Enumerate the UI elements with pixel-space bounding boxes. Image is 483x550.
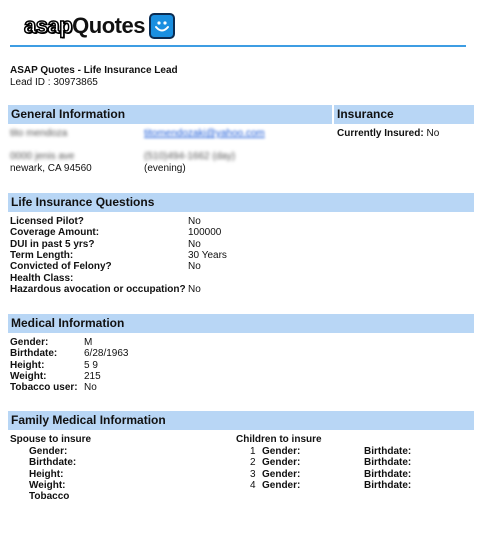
child-birthdate-label: Birthdate: — [364, 468, 412, 480]
lead-id-value: 30973865 — [53, 77, 98, 88]
medical-label: Height: — [10, 359, 45, 371]
child-birthdate-label: Birthdate: — [364, 446, 412, 457]
life-question-label: Coverage Amount: — [10, 227, 100, 239]
child-birthdate-label: Birthdate: — [364, 479, 412, 491]
spouse-field-label: Birthdate: — [29, 457, 77, 469]
applicant-phone-day: (510)494-1662 (day) — [144, 151, 236, 162]
currently-insured-value: No — [426, 128, 440, 139]
life-question-value: 100000 — [188, 227, 222, 239]
life-question-value: No — [188, 238, 201, 250]
medical-value: No — [84, 382, 97, 394]
lead-id — [10, 77, 98, 88]
life-question-label: Licensed Pilot? — [10, 216, 84, 227]
life-question-value: No — [188, 283, 201, 295]
general-information-header: General Information — [8, 105, 332, 124]
logo-text-asap: asap — [24, 13, 73, 38]
medical-information-header: Medical Information — [8, 314, 474, 333]
family-medical-information-header: Family Medical Information — [8, 411, 474, 430]
life-question-label: Term Length: — [10, 249, 74, 261]
applicant-city: newark, CA 94560 — [10, 163, 92, 174]
applicant-email-link[interactable]: titomendozaki@yahoo.com — [144, 128, 265, 139]
asapquotes-logo — [24, 13, 175, 39]
child-gender-label: Gender: — [262, 457, 301, 469]
life-question-label: DUI in past 5 yrs? — [10, 238, 95, 250]
spouse-field-label: Height: — [29, 468, 64, 480]
medical-label: Tobacco user: — [10, 382, 78, 394]
spouse-field-label: Weight: — [29, 479, 66, 491]
life-question-label: Hazardous avocation or occupation? — [10, 283, 186, 295]
applicant-address: 0000 jenis ave — [10, 151, 75, 162]
life-question-value: No — [188, 261, 201, 273]
life-question-label: Convicted of Felony? — [10, 261, 112, 273]
medical-value: 6/28/1963 — [84, 348, 129, 360]
child-number: 2 — [250, 457, 256, 469]
currently-insured-label: Currently Insured: — [337, 128, 424, 139]
lead-id-label: Lead ID : — [10, 77, 51, 88]
insurance-header: Insurance — [334, 105, 474, 124]
child-gender-label: Gender: — [262, 479, 301, 491]
child-birthdate-label: Birthdate: — [364, 457, 412, 469]
life-question-value: No — [188, 216, 201, 227]
children-heading: Children to insure — [236, 434, 322, 445]
medical-value: 215 — [84, 370, 101, 382]
applicant-name: tito mendoza — [10, 128, 68, 139]
life-question-value: 30 Years — [188, 249, 227, 261]
medical-label: Weight: — [10, 370, 47, 382]
medical-value: 5 9 — [84, 359, 98, 371]
child-gender-label: Gender: — [262, 468, 301, 480]
spouse-field-label: Tobacco — [29, 491, 70, 503]
life-question-label: Health Class: — [10, 272, 74, 284]
currently-insured — [337, 128, 439, 140]
medical-label: Gender: — [10, 337, 49, 348]
medical-value: M — [84, 337, 93, 348]
child-number: 4 — [250, 479, 256, 491]
applicant-phone-evening: (evening) — [144, 163, 186, 174]
header-divider — [10, 45, 466, 47]
child-number: 3 — [250, 468, 256, 480]
smiley-icon — [149, 13, 175, 39]
child-gender-label: Gender: — [262, 446, 301, 457]
lead-title: ASAP Quotes - Life Insurance Lead — [10, 65, 178, 76]
spouse-heading: Spouse to insure — [10, 434, 92, 445]
logo-text-quotes: Quotes — [72, 13, 145, 38]
child-number: 1 — [250, 446, 256, 457]
medical-label: Birthdate: — [10, 348, 58, 360]
spouse-field-label: Gender: — [29, 446, 68, 457]
life-insurance-questions-header: Life Insurance Questions — [8, 193, 474, 212]
